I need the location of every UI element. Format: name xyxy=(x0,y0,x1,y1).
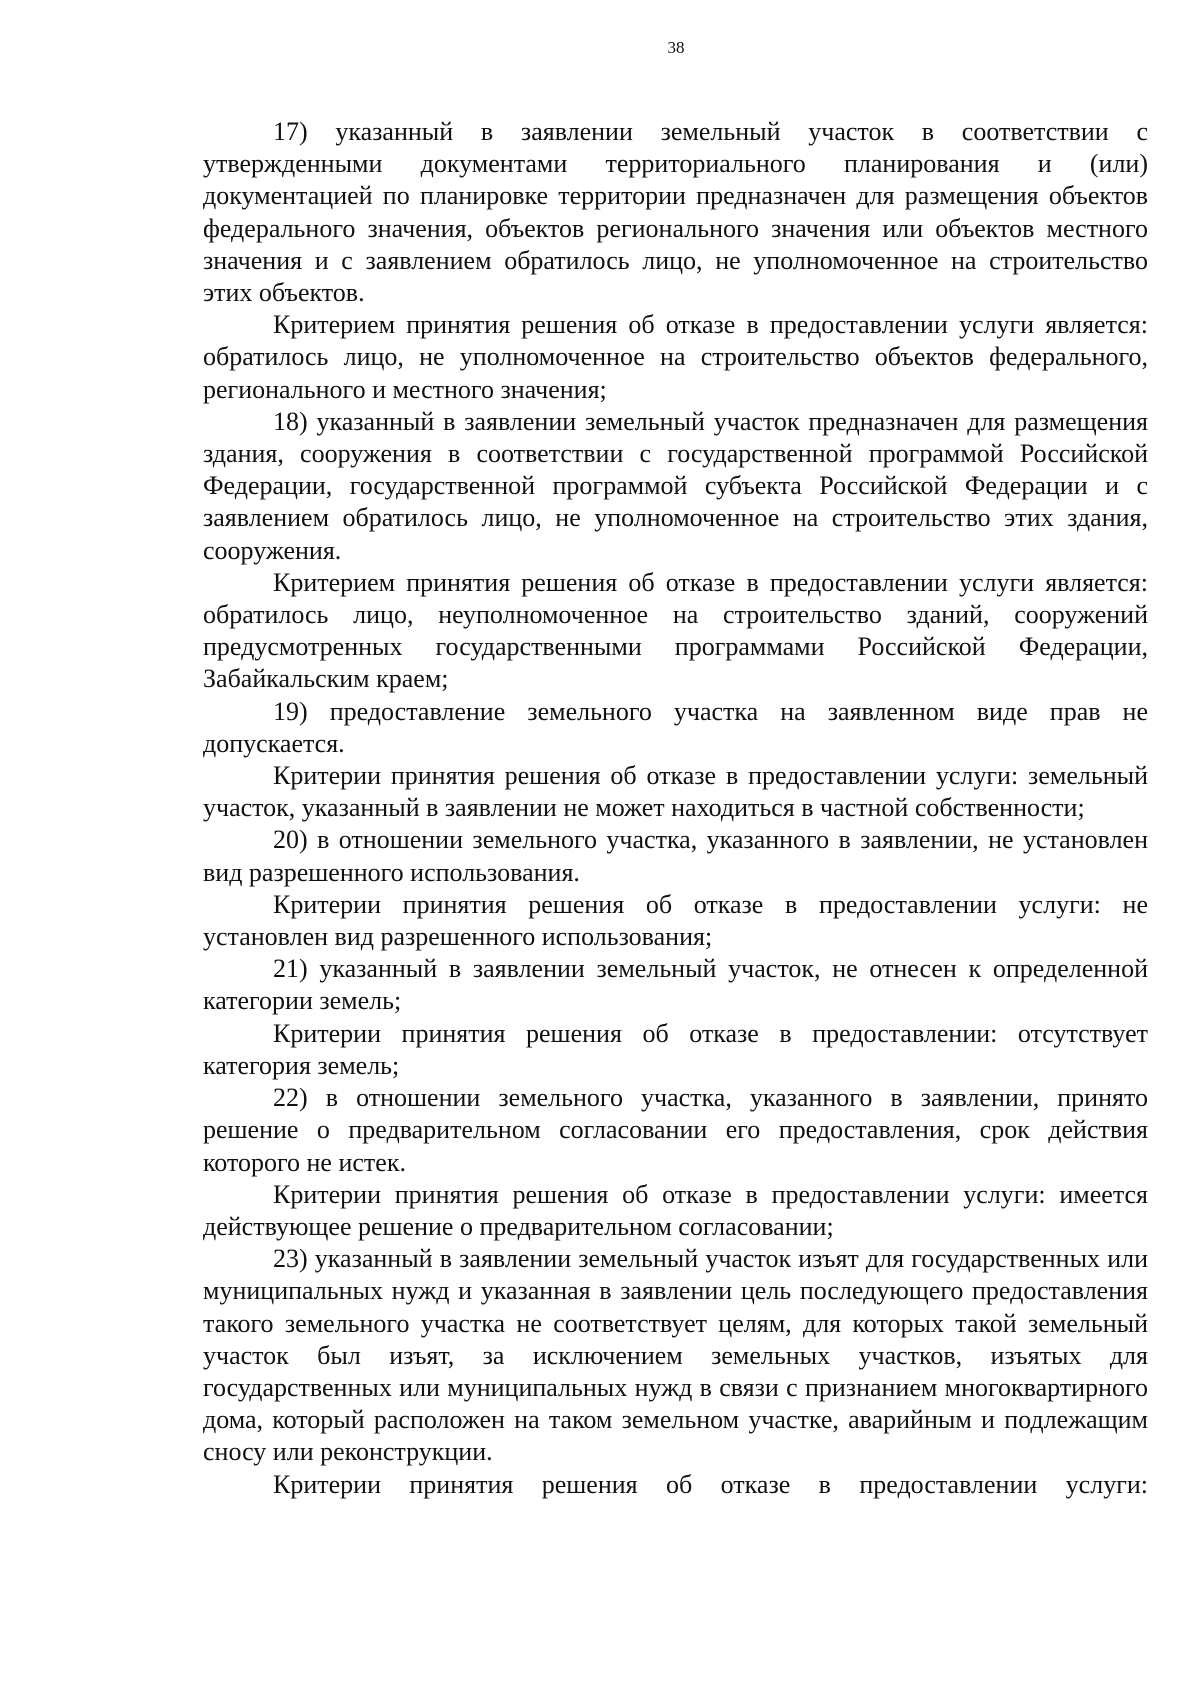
page-number: 38 xyxy=(667,38,685,57)
paragraph-criterion-18: Критерием принятия решения об отказе в предоставлении услуги является: обратилось лицо, неуполномоченное на строительство зданий, сооружений предусмотренных государственными программами Российской Федерации, Забайкальским краем; xyxy=(203,567,1148,694)
paragraph-criterion-21: Критерии принятия решения об отказе в предоставлении: отсутствует категория земель; xyxy=(203,1018,1148,1080)
paragraph-criterion-20: Критерии принятия решения об отказе в предоставлении услуги: не установлен вид разрешенного использования; xyxy=(203,889,1148,952)
paragraph-item-17: 17) указанный в заявлении земельный участок в соответствии с утвержденными документами территориального планирования и (или) документацией по планировке территории предназначен для размещения объектов федерального значения, объектов регионального значения или объектов местного значения и с заявлением обратилось лицо, не уполномоченное на строительство этих объектов. xyxy=(203,117,1148,308)
paragraph-item-18: 18) указанный в заявлении земельный участок предназначен для размещения здания, сооружения в соответствии с государственной программой Российской Федерации, государственной программой субъекта Российской Федерации и с заявлением обратилось лицо, не уполномоченное на строительство этих здания, сооружения. xyxy=(203,406,1148,565)
document-body xyxy=(203,116,1148,1501)
paragraph-criterion-19: Критерии принятия решения об отказе в предоставлении услуги: земельный участок, указанный в заявлении не может находиться в частной собственности; xyxy=(203,761,1148,823)
paragraph-item-23: 23) указанный в заявлении земельный участок изъят для государственных или муниципальных нужд и указанная в заявлении цель последующего предоставления такого земельного участка не соответствует целям, для которых такой земельный участок был изъят, за исключением земельных участков, изъятых для государственных или муниципальных нужд в связи с признанием многоквартирного дома, который расположен на таком земельном участке, аварийным и подлежащим сносу или реконструкции. xyxy=(203,1244,1148,1467)
paragraph-item-22: 22) в отношении земельного участка, указанного в заявлении, принято решение о предварительном согласовании его предоставления, срок действия которого не истек. xyxy=(203,1083,1148,1177)
paragraph-criterion-22: Критерии принятия решения об отказе в предоставлении услуги: имеется действующее решение о предварительном согласовании; xyxy=(203,1179,1148,1241)
paragraph-criterion-23: Критерии принятия решения об отказе в предоставлении услуги: xyxy=(273,1469,1148,1499)
paragraph-item-21: 21) указанный в заявлении земельный участок, не отнесен к определенной категории земель; xyxy=(203,954,1148,1016)
paragraph-item-20: 20) в отношении земельного участка, указанного в заявлении, не установлен вид разрешенного использования. xyxy=(203,825,1148,887)
paragraph-criterion-17: Критерием принятия решения об отказе в предоставлении услуги является: обратилось лицо, не уполномоченное на строительство объектов федерального, регионального и местного значения; xyxy=(203,310,1148,404)
paragraph-item-19: 19) предоставление земельного участка на заявленном виде прав не допускается. xyxy=(203,696,1148,758)
